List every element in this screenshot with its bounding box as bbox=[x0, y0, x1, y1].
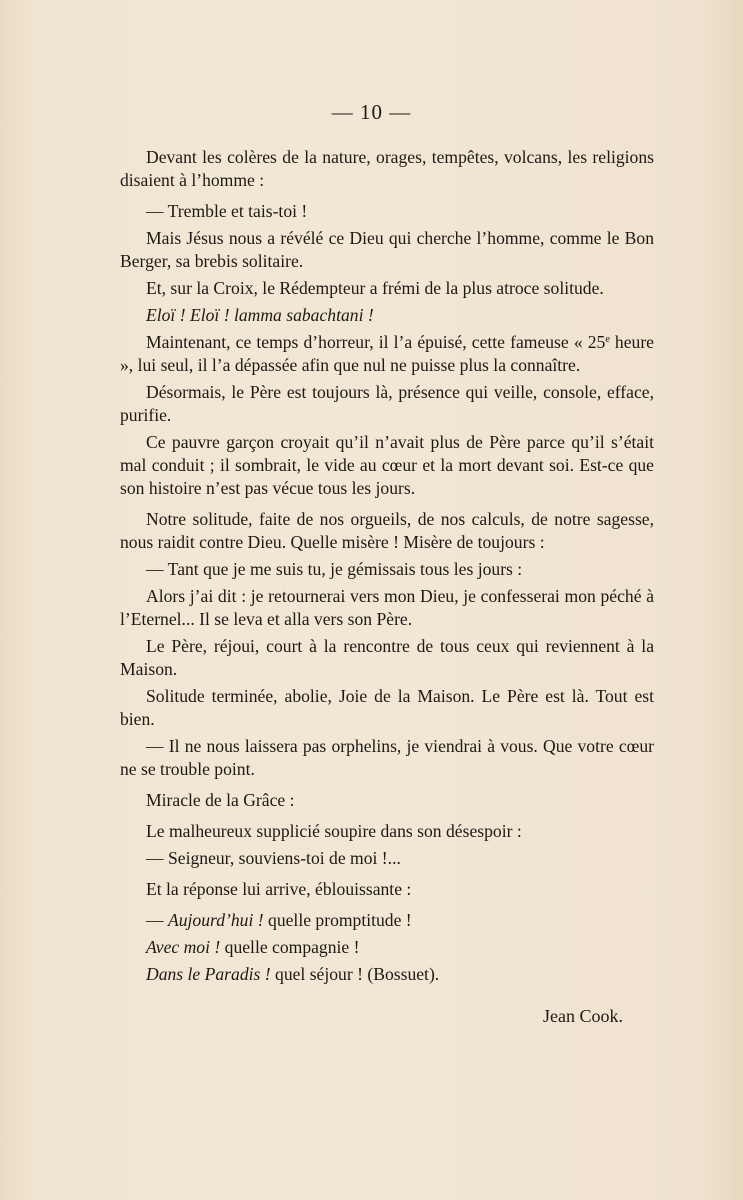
paragraph: Devant les colères de la nature, orages, tempêtes, volcans, les religions disaient à l’homme : bbox=[120, 147, 654, 190]
text-run: quelle compagnie ! bbox=[220, 937, 360, 957]
italic-phrase: Dans le Paradis ! bbox=[146, 964, 271, 984]
paragraph: Solitude terminée, abolie, Joie de la Maison. Le Père est là. Tout est bien. bbox=[120, 686, 654, 729]
closing-line bbox=[120, 909, 654, 932]
paragraph: Alors j’ai dit : je retournerai vers mon Dieu, je confesserai mon péché à l’Eternel... Il se leva et alla vers son Père. bbox=[120, 586, 654, 629]
superscript: e bbox=[605, 334, 610, 345]
paragraph-italic: Eloï ! Eloï ! lamma sabachtani ! bbox=[146, 305, 374, 325]
paragraph: Et, sur la Croix, le Rédempteur a frémi de la plus atroce solitude. bbox=[146, 278, 604, 298]
paragraph: Désormais, le Père est toujours là, présence qui veille, console, efface, purifie. bbox=[120, 382, 654, 425]
article-body bbox=[120, 146, 654, 990]
paragraph: — Il ne nous laissera pas orphelins, je viendrai à vous. Que votre cœur ne se trouble point. bbox=[120, 736, 654, 779]
italic-phrase: Aujourd’hui ! bbox=[168, 910, 264, 930]
text-run: quelle promptitude ! bbox=[263, 910, 412, 930]
page-number: — 10 — bbox=[331, 100, 412, 124]
dash: — bbox=[146, 910, 168, 930]
text-run: heure », lui seul, il l’a dépassée afin que nul ne puisse plus la connaître. bbox=[120, 332, 654, 375]
closing-line bbox=[120, 936, 654, 959]
paragraph: Mais Jésus nous a révélé ce Dieu qui cherche l’homme, comme le Bon Berger, sa brebis solitaire. bbox=[120, 228, 654, 271]
paragraph: — Tant que je me suis tu, je gémissais tous les jours : bbox=[146, 559, 523, 579]
paragraph bbox=[120, 331, 654, 377]
paragraph: — Tremble et tais-toi ! bbox=[146, 201, 308, 221]
paragraph: — Seigneur, souviens-toi de moi !... bbox=[146, 848, 401, 868]
closing-line bbox=[120, 963, 654, 986]
text-run: Maintenant, ce temps d’horreur, il l’a épuisé, cette fameuse « 25 bbox=[146, 332, 606, 352]
paragraph: Miracle de la Grâce : bbox=[146, 790, 295, 810]
paragraph: Et la réponse lui arrive, éblouissante : bbox=[146, 879, 412, 899]
paragraph: Le malheureux supplicié soupire dans son désespoir : bbox=[146, 821, 522, 841]
paragraph: Notre solitude, faite de nos orgueils, de nos calculs, de notre sagesse, nous raidit contre Dieu. Quelle misère ! Misère de toujours : bbox=[120, 509, 654, 552]
paragraph: Ce pauvre garçon croyait qu’il n’avait plus de Père parce qu’il s’était mal conduit ; il sombrait, le vide au cœur et la mort devant soi. Est-ce que son histoire n’est pas vécue tous les jours. bbox=[120, 432, 654, 498]
italic-phrase: Avec moi ! bbox=[146, 937, 221, 957]
signature: Jean Cook. bbox=[543, 1006, 623, 1026]
text-run: quel séjour ! (Bossuet). bbox=[270, 964, 440, 984]
paragraph: Le Père, réjoui, court à la rencontre de tous ceux qui reviennent à la Maison. bbox=[120, 636, 654, 679]
